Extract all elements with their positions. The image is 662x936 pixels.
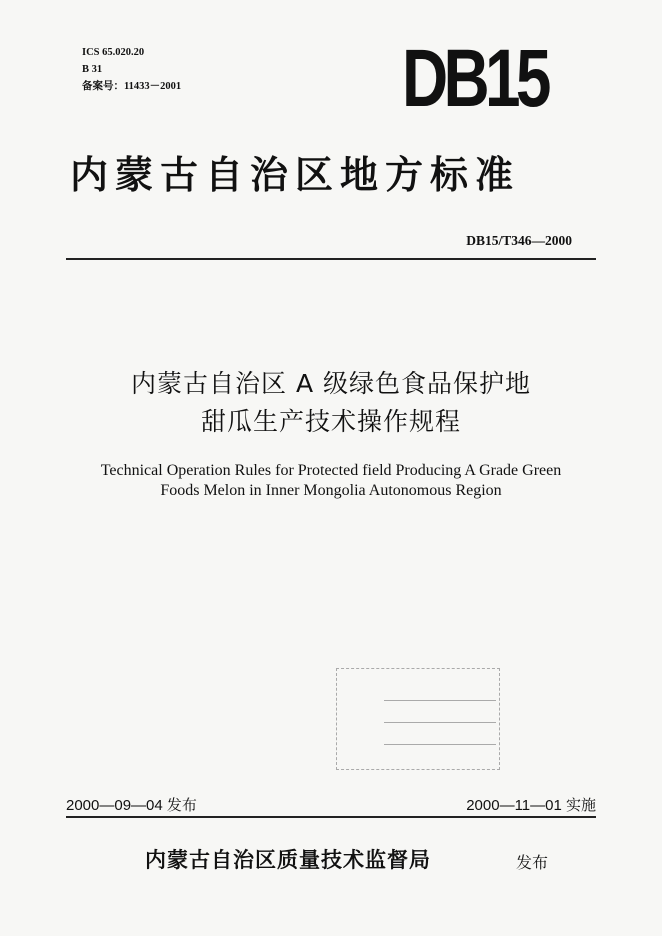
implement-date: 2000—11—01 实施: [466, 797, 596, 814]
standard-type-heading: 内蒙古自治区地方标准: [70, 152, 521, 197]
top-divider: [66, 258, 596, 260]
chinese-title-line-2: 甜瓜生产技术操作规程: [200, 407, 461, 436]
standard-code-logo: DB15: [402, 33, 547, 124]
stamp-line: [384, 700, 496, 701]
registration-stamp: [336, 668, 500, 770]
chinese-title-line-1: 内蒙古自治区 A 级绿色食品保护地: [131, 369, 531, 398]
english-title-line-1: Technical Operation Rules for Protected field Producing A Grade Green: [100, 462, 562, 479]
standard-number: DB15/T346—2000: [466, 233, 572, 248]
issuing-authority: 内蒙古自治区质量技术监督局: [145, 847, 431, 872]
publish-date: 2000—09—04 发布: [66, 797, 197, 814]
stamp-line: [384, 744, 496, 745]
classification-code: B 31: [82, 64, 103, 75]
issuer-suffix: 发布: [516, 853, 549, 872]
stamp-line: [384, 722, 496, 723]
english-title-line-2: Foods Melon in Inner Mongolia Autonomous Region: [160, 482, 502, 499]
ics-code: ICS 65.020.20: [82, 47, 145, 58]
record-number: 备案号：11433－2001: [82, 81, 182, 92]
document-metadata: [82, 44, 181, 95]
bottom-divider: [66, 816, 596, 818]
